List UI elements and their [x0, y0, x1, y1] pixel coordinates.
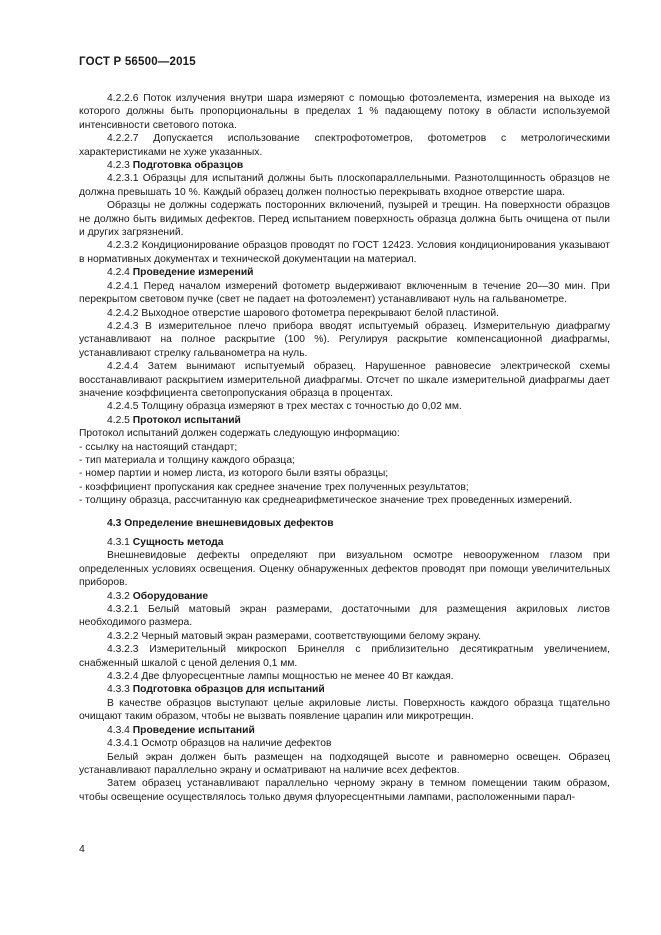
- paragraph-4-3-2-4: 4.3.2.4 Две флуоресцентные лампы мощностью не менее 40 Вт каждая.: [107, 671, 454, 683]
- list-item: - толщину образца, рассчитанную как среднеарифметическое значение трех проведенных измерений.: [79, 495, 573, 507]
- heading-4-3: [79, 517, 610, 530]
- heading-title: Проведение измерений: [132, 267, 254, 279]
- paragraph-samples-defects: Образцы не должны содержать посторонних включений, пузырей и трещин. На поверхности образцов не должно быть видимых дефектов. Перед испытанием поверхность образца должна быть очищена от пыли и других загрязнений.: [79, 200, 610, 239]
- paragraph-4-2-4-5: 4.2.4.5 Толщину образца измеряют в трех местах с точностью до 0,02 мм.: [107, 401, 462, 413]
- heading-number: 4.3.1: [107, 537, 130, 548]
- paragraph-white-screen: Белый экран должен быть размещен на подходящей высоте и равномерно освещен. Образец устанавливают параллельно экрану и осматривают на наличие всех дефектов.: [79, 751, 610, 776]
- paragraph-protocol-intro: Протокол испытаний должен содержать следующую информацию:: [79, 428, 400, 440]
- list-item: - ссылку на настоящий стандарт;: [79, 441, 238, 453]
- list-item: - тип материала и толщину каждого образца;: [79, 454, 295, 466]
- heading-title: Протокол испытаний: [132, 414, 241, 426]
- page-number: 4: [79, 843, 85, 855]
- paragraph-4-2-2-7: 4.2.2.7 Допускается использование спектрофотометров, фотометров с метрологическими характеристиками не хуже указанных.: [79, 133, 610, 158]
- heading-4-2-4: [79, 266, 610, 279]
- heading-title: Подготовка образцов: [132, 160, 244, 172]
- heading-4-3-1: [79, 536, 610, 549]
- heading-title: Сущность метода: [132, 537, 224, 548]
- document-body: [79, 92, 610, 804]
- paragraph-4-3-4-1: 4.3.4.1 Осмотр образцов на наличие дефектов: [107, 738, 332, 750]
- heading-number: 4.3.4: [107, 724, 130, 736]
- paragraph-4-3-2-1: 4.3.2.1 Белый матовый экран размерами, достаточными для размещения акриловых листов необходимого размера.: [79, 604, 610, 629]
- heading-4-3-3: [79, 683, 610, 696]
- paragraph-4-3-2-2: 4.3.2.2 Черный матовый экран размерами, соответствующими белому экрану.: [107, 630, 481, 642]
- paragraph-4-2-4-1: 4.2.4.1 Перед началом измерений фотометр выдерживают включенным в течение 20—30 мин. При перекрытом световом пучке (свет не падает на фотоэлемент) устанавливают нуль на гальванометре.: [79, 280, 610, 306]
- heading-number: 4.2.4: [107, 267, 130, 279]
- paragraph-4-3-2-3: 4.3.2.3 Измерительный микроскоп Бринелля с приблизительно десятикратным увеличением, снабженный шкалой с ценой деления 0,1 мм.: [79, 644, 610, 669]
- paragraph-sample-prep: В качестве образцов выступают целые акриловые листы. Поверхность каждого образца тщательно очищают таким образом, чтобы не вызвать появление царапин или микротрещин.: [79, 697, 610, 723]
- paragraph-4-2-4-4: 4.2.4.4 Затем вынимают испытуемый образец. Нарушенное равновесие электрической схемы восстанавливают раскрытием измерительной диафрагмы. Отсчет по шкале измерительной диафрагмы дает значение коэффициента светопропускания образца в процентах.: [79, 361, 610, 399]
- paragraph-4-2-4-3: 4.2.4.3 В измерительное плечо прибора вводят испытуемый образец. Измерительную диафрагму устанавливают на полное раскрытие (100 %). Регулируя раскрытие компенсационной диафрагмы, устанавливают стрелку гальванометра на нуль.: [79, 320, 610, 359]
- heading-title: Проведение испытаний: [132, 724, 255, 736]
- heading-4-2-3: [79, 159, 610, 172]
- heading-number: 4.3.3: [107, 684, 130, 696]
- heading-title: Оборудование: [132, 590, 209, 602]
- paragraph-4-2-2-6: 4.2.2.6 Поток излучения внутри шара измеряют с помощью фотоэлемента, измерения на выходе из которого должны быть пропорциональны в пределах 1 % падающему потоку в области используемой интенсивности светового потока.: [79, 93, 610, 131]
- paragraph-4-2-3-1: 4.2.3.1 Образцы для испытаний должны быть плоскопараллельными. Разнотолщинность образцов не должна превышать 10 %. Каждый образец должен полностью перекрывать входное отверстие шара.: [79, 173, 610, 198]
- paragraph-black-screen: Затем образец устанавливают параллельно черному экрану в темном помещении таким образом, чтобы освещение осуществлялось только двумя флуоресцентными лампами, расположенными парал-: [79, 778, 610, 803]
- paragraph-method-essence: Внешневидовые дефекты определяют при визуальном осмотре невооруженном глазом при определенных условиях освещения. Оценку обнаруженных дефектов проводят при помощи увеличительных приборов.: [79, 550, 610, 589]
- heading-4-3-2: [79, 590, 610, 603]
- list-item: - номер партии и номер листа, из которого были взяты образцы;: [79, 468, 389, 480]
- heading-title: Подготовка образцов для испытаний: [132, 684, 325, 696]
- heading-4-2-5: [79, 414, 610, 427]
- heading-number: 4.2.5: [107, 414, 130, 426]
- heading-title: Определение внешневидовых дефектов: [124, 517, 334, 529]
- list-item: - коэффициент пропускания как среднее значение трех полученных результатов;: [79, 481, 469, 493]
- paragraph-4-2-3-2: 4.2.3.2 Кондиционирование образцов проводят по ГОСТ 12423. Условия кондиционирования указывают в нормативных документах и технической документации на материал.: [79, 240, 610, 265]
- heading-number: 4.2.3: [107, 160, 130, 172]
- document-header: ГОСТ Р 56500—2015: [79, 56, 196, 68]
- paragraph-4-2-4-2: 4.2.4.2 Выходное отверстие шарового фотометра перекрывают белой пластиной.: [107, 307, 499, 319]
- heading-number: 4.3: [107, 517, 122, 529]
- heading-number: 4.3.2: [107, 590, 130, 602]
- heading-4-3-4: [79, 724, 610, 737]
